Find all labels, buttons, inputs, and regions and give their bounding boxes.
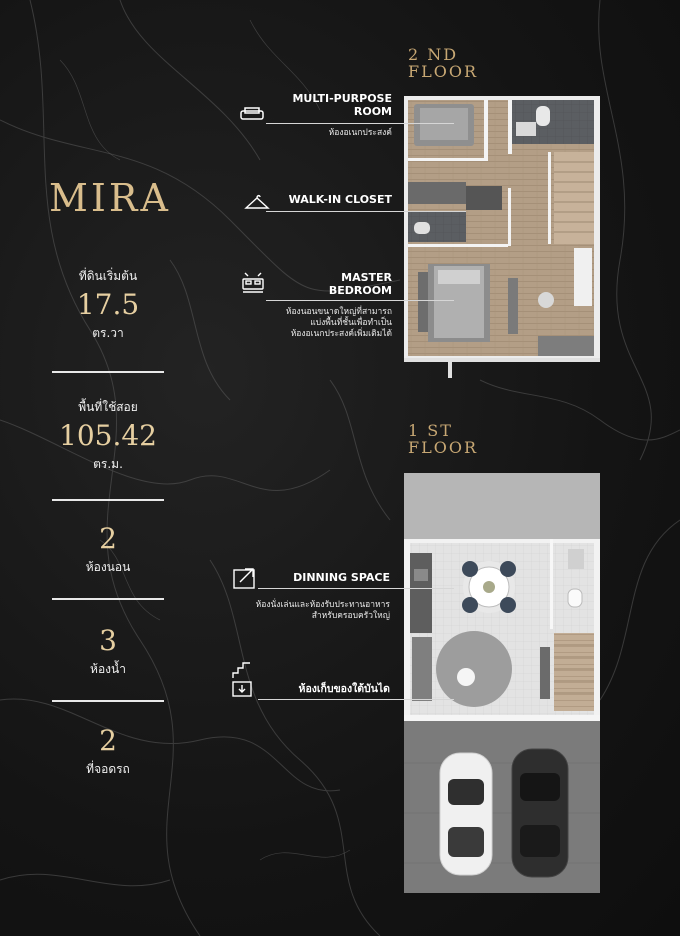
stairs-lower — [554, 633, 594, 711]
callout-line — [266, 300, 454, 301]
dining-desc-wrap — [210, 600, 390, 622]
callout-dining — [262, 571, 390, 584]
first-floor-title-line2: FLOOR — [408, 438, 479, 457]
stat-bathrooms-unit: ห้องน้ำ — [90, 662, 126, 676]
callout-storage — [262, 683, 390, 696]
stat-parking-unit: ที่จอดรถ — [86, 762, 130, 776]
stat-area — [52, 398, 164, 474]
stat-bedrooms-unit: ห้องนอน — [85, 560, 131, 574]
garage — [404, 721, 600, 893]
stat-area-label: พื้นที่ใช้สอย — [78, 400, 138, 414]
multipurpose-desc-wrap — [262, 128, 392, 139]
stat-parking — [52, 722, 164, 779]
stair-storage-icon — [230, 660, 256, 698]
first-floor-plan — [404, 473, 600, 893]
stat-bedrooms — [52, 520, 164, 577]
multipurpose-desc: ห้องอเนกประสงค์ — [328, 128, 392, 138]
divider — [52, 598, 164, 600]
expand-arrow-icon — [232, 566, 258, 590]
storage-name: ห้องเก็บของใต้บันได — [298, 683, 390, 695]
multipurpose-name-1: MULTI-PURPOSE — [292, 92, 392, 105]
callout-line — [266, 211, 466, 212]
dining-table — [462, 561, 516, 613]
stat-land-label: ที่ดินเริ่มต้น — [78, 269, 138, 283]
dining-desc-2: สำหรับครอบครัวใหญ่ — [311, 611, 390, 621]
callout-line — [266, 123, 454, 124]
multipurpose-name-2: ROOM — [353, 105, 392, 118]
white-car — [440, 753, 492, 875]
bedroom-desc-3: ห้องอเนกประสงค์เพิ่มเติมได้ — [290, 329, 392, 339]
second-floor-plan — [404, 96, 600, 378]
bedroom-desc-1: ห้องนอนขนาดใหญ่ที่สามารถ — [285, 307, 392, 317]
second-floor-title — [408, 46, 478, 80]
stat-land-unit: ตร.วา — [92, 326, 124, 340]
divider — [52, 700, 164, 702]
dining-name: DINNING SPACE — [293, 571, 390, 584]
bedroom-name-2: BEDROOM — [328, 284, 392, 297]
stat-land-value: 17.5 — [76, 288, 140, 321]
closet-name: WALK-IN CLOSET — [288, 193, 392, 206]
bedroom-desc-2: แบ่งพื้นที่ชั้นเพื่อทำเป็น — [310, 318, 392, 328]
callout-closet — [262, 193, 392, 206]
black-car — [512, 749, 568, 877]
stat-parking-value: 2 — [99, 724, 117, 757]
callout-line — [258, 699, 454, 700]
stat-bathrooms-value: 3 — [99, 624, 117, 657]
first-floor-title — [408, 422, 478, 456]
callout-bedroom — [262, 271, 392, 297]
stat-area-value: 105.42 — [59, 419, 157, 452]
front-yard — [404, 473, 600, 539]
stat-bathrooms — [52, 622, 164, 679]
sofa-icon — [240, 106, 264, 122]
callout-line — [258, 588, 454, 589]
stat-land — [52, 267, 164, 343]
bedroom-name-1: MASTER — [341, 271, 392, 284]
first-floor-title-line1: 1 ST — [408, 421, 453, 440]
closet-rack — [408, 182, 466, 204]
dining-desc-1: ห้องนั่งเล่นและห้องรับประทานอาหาร — [255, 600, 390, 610]
stat-bedrooms-value: 2 — [99, 522, 117, 555]
divider — [52, 499, 164, 501]
second-floor-title-line1: 2 ND — [408, 45, 459, 64]
divider — [52, 371, 164, 373]
callout-multipurpose — [262, 92, 392, 118]
bedroom-desc-wrap — [232, 307, 392, 340]
stat-area-unit: ตร.ม. — [93, 457, 123, 471]
model-name: MIRA — [49, 176, 171, 220]
second-floor-title-line2: FLOOR — [408, 62, 479, 81]
stairs-upper — [554, 152, 594, 244]
